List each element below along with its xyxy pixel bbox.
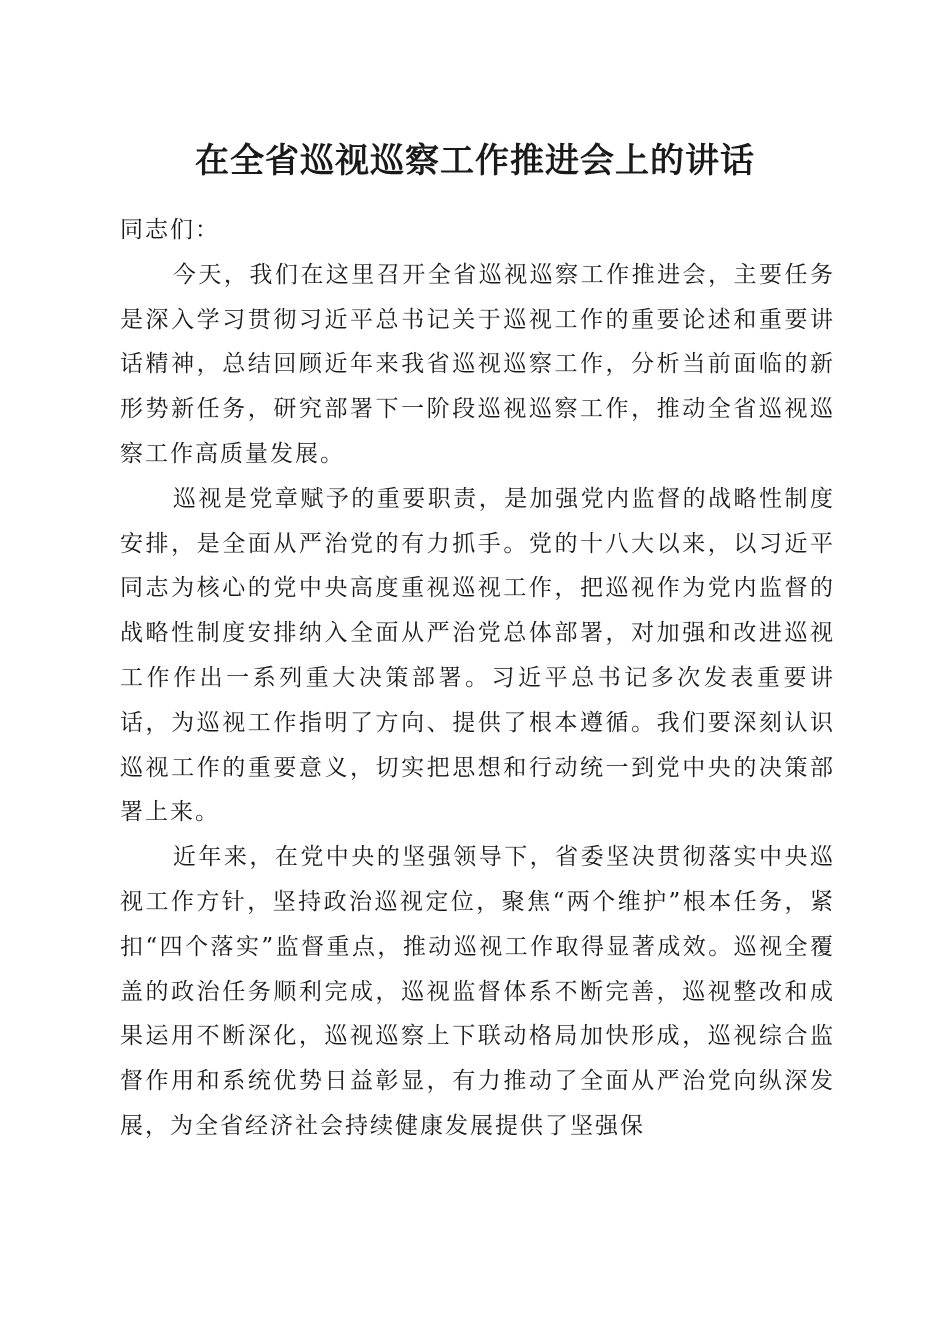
- paragraph-1: 今天，我们在这里召开全省巡视巡察工作推进会，主要任务是深入学习贯彻习近平总书记关于巡视工作的重要论述和重要讲话精神，总结回顾近年来我省巡视巡察工作，分析当前面临的新形势新任务，研究部署下一阶段巡视巡察工作，推动全省巡视巡察工作高质量发展。: [120, 261, 835, 467]
- page-title: 在全省巡视巡察工作推进会上的讲话: [195, 141, 755, 181]
- paragraph-3: 近年来，在党中央的坚强领导下，省委坚决贯彻落实中央巡视工作方针，坚持政治巡视定位，聚焦“两个维护”根本任务，紧扣“四个落实”监督重点，推动巡视工作取得显著成效。巡视全覆盖的政治任务顺利完成，巡视监督体系不断完善，巡视整改和成果运用不断深化，巡视巡察上下联动格局加快形成，巡视综合监督作用和系统优势日益彰显，有力推动了全面从严治党向纵深发展，为全省经济社会持续健康发展提供了坚强保: [120, 844, 835, 1139]
- document-body: [120, 208, 835, 1149]
- salutation: 同志们：: [120, 217, 220, 243]
- paragraph-2: 巡视是党章赋予的重要职责，是加强党内监督的战略性制度安排，是全面从严治党的有力抓手。党的十八大以来，以习近平同志为核心的党中央高度重视巡视工作，把巡视作为党内监督的战略性制度安排纳入全面从严治党总体部署，对加强和改进巡视工作作出一系列重大决策部署。习近平总书记多次发表重要讲话，为巡视工作指明了方向、提供了根本遵循。我们要深刻认识巡视工作的重要意义，切实把思想和行动统一到党中央的决策部署上来。: [120, 485, 835, 826]
